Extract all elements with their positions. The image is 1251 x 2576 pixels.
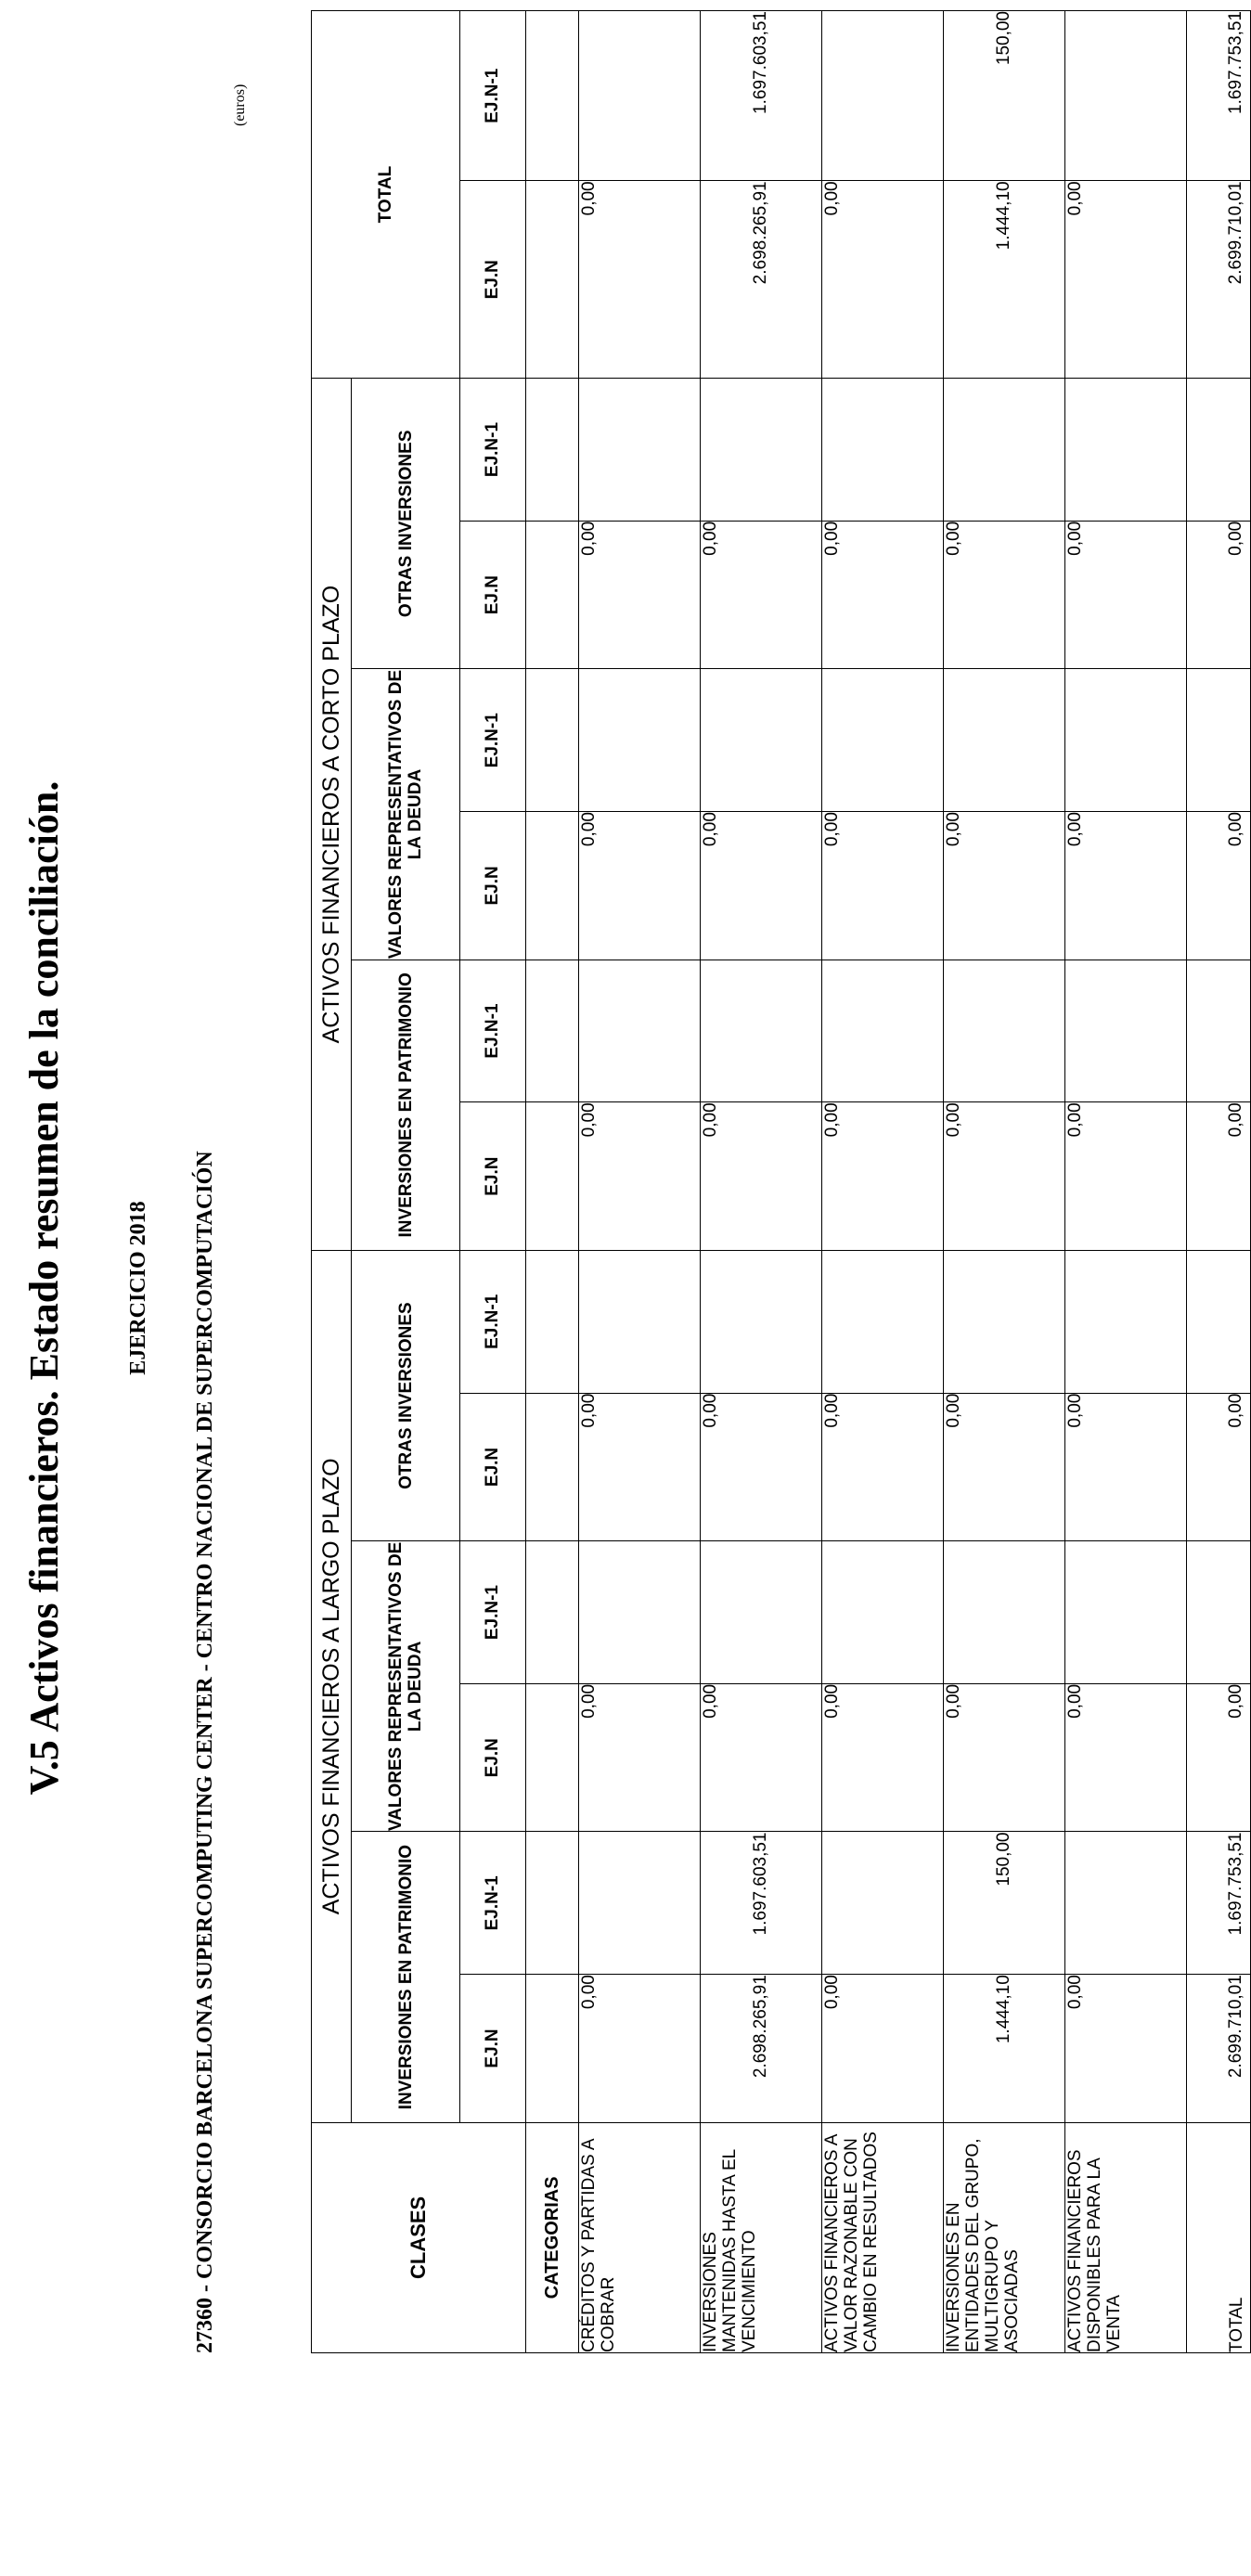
cell-total-n1: 1.697.603,51 <box>701 11 822 181</box>
cell-total-n1 <box>579 11 701 181</box>
cell-cp-deuda-n1 <box>1065 669 1187 812</box>
cell-cp-patrimonio-n1 <box>822 960 944 1102</box>
header-cp-deuda: VALORES REPRESENTATIVOS DE LA DEUDA <box>352 669 460 960</box>
cell-lp-deuda-n: 0,00 <box>1065 1683 1187 1832</box>
header-cp-otras: OTRAS INVERSIONES <box>352 379 460 669</box>
row-category: ACTIVOS FINANCIEROS DISPONIBLES PARA LA VENTA <box>1065 2122 1187 2352</box>
cell-lp-deuda-n1 <box>579 1541 701 1684</box>
header-year-n1: EJ.N-1 <box>460 669 526 812</box>
cell-lp-otras-n: 0,00 <box>1065 1393 1187 1541</box>
cell-lp-deuda-n1 <box>944 1541 1065 1684</box>
exercise-year: EJERCICIO 2018 <box>126 1201 150 1375</box>
cell-cp-otras-n1 <box>1065 379 1187 522</box>
header-year-n: EJ.N <box>460 1975 526 2123</box>
cell-lp-deuda-n: 0,00 <box>701 1683 822 1832</box>
cell-cp-patrimonio-n: 0,00 <box>701 1102 822 1251</box>
cell-cp-otras-n1 <box>579 379 701 522</box>
table-row <box>1065 11 1187 2353</box>
cell-lp-patrimonio-n1: 150,00 <box>944 1832 1065 1975</box>
cell-total-n1: 150,00 <box>944 11 1065 181</box>
cell-total-n1 <box>1065 11 1187 181</box>
row-category: TOTAL <box>1187 2122 1251 2352</box>
cell-lp-deuda-n1 <box>822 1541 944 1684</box>
cell-lp-otras-n: 0,00 <box>701 1393 822 1541</box>
header-cp-patrimonio: INVERSIONES EN PATRIMONIO <box>352 960 460 1250</box>
header-year-n: EJ.N <box>460 1393 526 1541</box>
header-year-n1: EJ.N-1 <box>460 11 526 181</box>
header-year-n: EJ.N <box>460 812 526 960</box>
cell-cp-deuda-n1 <box>579 669 701 812</box>
cell-lp-patrimonio-n1 <box>579 1832 701 1975</box>
header-year-n: EJ.N <box>460 181 526 379</box>
cell-cp-otras-n1 <box>701 379 822 522</box>
cell-cp-patrimonio-n: 0,00 <box>944 1102 1065 1251</box>
cell-cp-patrimonio-n1 <box>944 960 1065 1102</box>
cell-cp-deuda-n1 <box>1187 669 1251 812</box>
cell-cp-deuda-n: 0,00 <box>1187 812 1251 960</box>
cell-total-n: 2.699.710,01 <box>1187 181 1251 379</box>
cell-cp-deuda-n1 <box>701 669 822 812</box>
cell-cp-otras-n: 0,00 <box>579 521 701 669</box>
cell-cp-otras-n: 0,00 <box>944 521 1065 669</box>
cell-cp-otras-n: 0,00 <box>822 521 944 669</box>
header-year-n: EJ.N <box>460 1102 526 1251</box>
cell-lp-otras-n: 0,00 <box>944 1393 1065 1541</box>
cell-cp-patrimonio-n: 0,00 <box>1187 1102 1251 1251</box>
cell-lp-deuda-n1 <box>701 1541 822 1684</box>
cell-lp-otras-n1 <box>1065 1250 1187 1393</box>
header-year-n1: EJ.N-1 <box>460 1250 526 1393</box>
entity-name: 27360 - CONSORCIO BARCELONA SUPERCOMPUTING CENTER - CENTRO NACIONAL DE SUPERCOMPUTACIÓN <box>193 1151 217 2353</box>
header-long-term: ACTIVOS FINANCIEROS A LARGO PLAZO <box>312 1250 352 2122</box>
currency-note: (euros) <box>232 84 248 126</box>
cell-total-n1: 1.697.753,51 <box>1187 11 1251 181</box>
cell-cp-deuda-n1 <box>822 669 944 812</box>
header-clases: CLASES <box>312 2122 526 2352</box>
cell-lp-patrimonio-n1 <box>822 1832 944 1975</box>
cell-cp-deuda-n: 0,00 <box>701 812 822 960</box>
cell-total-n: 2.698.265,91 <box>701 181 822 379</box>
cell-lp-patrimonio-n1 <box>1065 1832 1187 1975</box>
cell-lp-deuda-n: 0,00 <box>1187 1683 1251 1832</box>
cell-total-n: 1.444,10 <box>944 181 1065 379</box>
cell-lp-otras-n1 <box>701 1250 822 1393</box>
header-short-term: ACTIVOS FINANCIEROS A CORTO PLAZO <box>312 379 352 1251</box>
cell-lp-patrimonio-n: 0,00 <box>1065 1975 1187 2123</box>
table-row <box>822 11 944 2353</box>
cell-lp-deuda-n: 0,00 <box>944 1683 1065 1832</box>
cell-lp-otras-n: 0,00 <box>822 1393 944 1541</box>
cell-lp-deuda-n: 0,00 <box>579 1683 701 1832</box>
cell-lp-deuda-n: 0,00 <box>822 1683 944 1832</box>
cell-total-n: 0,00 <box>579 181 701 379</box>
cell-lp-otras-n1 <box>944 1250 1065 1393</box>
table-row <box>579 11 701 2353</box>
cell-cp-otras-n: 0,00 <box>1065 521 1187 669</box>
cell-total-n1 <box>822 11 944 181</box>
cell-cp-patrimonio-n: 0,00 <box>1065 1102 1187 1251</box>
table-row <box>944 11 1065 2353</box>
table-row-total <box>1187 11 1251 2353</box>
cell-cp-deuda-n: 0,00 <box>579 812 701 960</box>
cell-lp-otras-n: 0,00 <box>1187 1393 1251 1541</box>
cell-total-n: 0,00 <box>1065 181 1187 379</box>
header-year-n1: EJ.N-1 <box>460 379 526 522</box>
header-year-n: EJ.N <box>460 1683 526 1832</box>
cell-cp-deuda-n: 0,00 <box>1065 812 1187 960</box>
cell-lp-deuda-n1 <box>1065 1541 1187 1684</box>
cell-cp-deuda-n: 0,00 <box>822 812 944 960</box>
header-total: TOTAL <box>312 11 460 379</box>
cell-cp-otras-n1 <box>822 379 944 522</box>
cell-lp-patrimonio-n1: 1.697.603,51 <box>701 1832 822 1975</box>
financial-assets-table <box>311 10 1251 2353</box>
header-lp-patrimonio: INVERSIONES EN PATRIMONIO <box>352 1832 460 2122</box>
header-lp-deuda: VALORES REPRESENTATIVOS DE LA DEUDA <box>352 1541 460 1832</box>
cell-lp-patrimonio-n: 0,00 <box>579 1975 701 2123</box>
cell-total-n: 0,00 <box>822 181 944 379</box>
cell-cp-patrimonio-n: 0,00 <box>822 1102 944 1251</box>
row-category: INVERSIONES EN ENTIDADES DEL GRUPO, MULTIGRUPO Y ASOCIADAS <box>944 2122 1065 2352</box>
cell-lp-otras-n1 <box>579 1250 701 1393</box>
cell-cp-deuda-n1 <box>944 669 1065 812</box>
cell-lp-otras-n1 <box>822 1250 944 1393</box>
cell-lp-patrimonio-n: 2.698.265,91 <box>701 1975 822 2123</box>
header-lp-otras: OTRAS INVERSIONES <box>352 1250 460 1540</box>
cell-cp-patrimonio-n1 <box>579 960 701 1102</box>
document-title: V.5 Activos financieros. Estado resumen de la conciliación. <box>21 780 67 1796</box>
cell-cp-deuda-n: 0,00 <box>944 812 1065 960</box>
cell-cp-patrimonio-n1 <box>1065 960 1187 1102</box>
cell-lp-otras-n: 0,00 <box>579 1393 701 1541</box>
row-category: ACTIVOS FINANCIEROS A VALOR RAZONABLE CON CAMBIO EN RESULTADOS <box>822 2122 944 2352</box>
cell-lp-patrimonio-n: 1.444,10 <box>944 1975 1065 2123</box>
header-year-n1: EJ.N-1 <box>460 1541 526 1684</box>
cell-cp-otras-n1 <box>1187 379 1251 522</box>
cell-cp-otras-n1 <box>944 379 1065 522</box>
cell-cp-patrimonio-n1 <box>701 960 822 1102</box>
cell-cp-otras-n: 0,00 <box>1187 521 1251 669</box>
cell-lp-otras-n1 <box>1187 1250 1251 1393</box>
row-category: INVERSIONES MANTENIDAS HASTA EL VENCIMIENTO <box>701 2122 822 2352</box>
cell-cp-otras-n: 0,00 <box>701 521 822 669</box>
header-year-n1: EJ.N-1 <box>460 960 526 1102</box>
cell-lp-patrimonio-n: 0,00 <box>822 1975 944 2123</box>
cell-lp-patrimonio-n: 2.699.710,01 <box>1187 1975 1251 2123</box>
header-year-n1: EJ.N-1 <box>460 1832 526 1975</box>
cell-lp-patrimonio-n1: 1.697.753,51 <box>1187 1832 1251 1975</box>
table-row <box>701 11 822 2353</box>
header-year-n: EJ.N <box>460 521 526 669</box>
header-categorias: CATEGORIAS <box>526 2122 579 2352</box>
row-category: CRÉDITOS Y PARTIDAS A COBRAR <box>579 2122 701 2352</box>
cell-cp-patrimonio-n: 0,00 <box>579 1102 701 1251</box>
cell-cp-patrimonio-n1 <box>1187 960 1251 1102</box>
cell-lp-deuda-n1 <box>1187 1541 1251 1684</box>
